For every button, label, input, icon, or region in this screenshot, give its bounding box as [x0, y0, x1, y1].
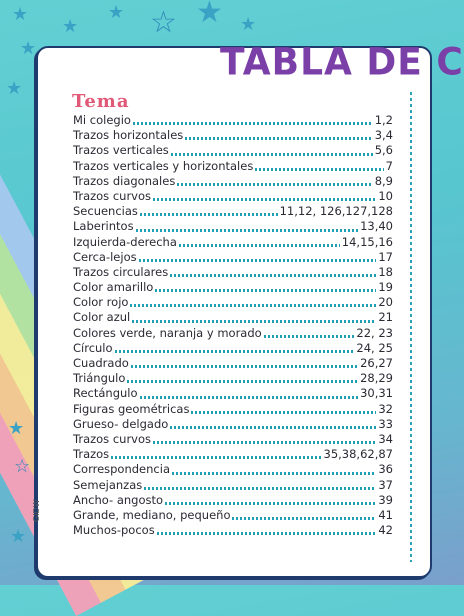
dot-leader: [165, 502, 376, 505]
toc-topic: Colores verde, naranja y morado: [73, 325, 262, 340]
star-icon: ★: [12, 4, 29, 25]
toc-row: [73, 159, 393, 174]
toc-pages: 5,6: [374, 143, 393, 158]
toc-pages: 13,40: [360, 219, 393, 234]
dot-leader: [130, 304, 376, 307]
toc-pages: 36: [378, 462, 393, 477]
dot-leader: [132, 320, 376, 323]
toc-row: [73, 432, 393, 447]
toc-row: [73, 417, 393, 432]
toc-row: [73, 523, 393, 538]
toc-topic: Semejanzas: [73, 477, 143, 492]
toc-pages: 3,4: [374, 128, 393, 143]
toc-pages: 8,9: [374, 173, 393, 188]
toc-pages: 37: [378, 477, 393, 492]
toc-pages: 24, 25: [356, 340, 393, 355]
toc-topic: Trazos: [73, 447, 110, 462]
toc-topic: Secuencias: [73, 204, 138, 219]
toc-topic: Trazos curvos: [73, 188, 152, 203]
toc-topic: Color rojo: [73, 295, 129, 310]
toc-pages: 34: [378, 431, 393, 446]
toc-topic: Ancho- angosto: [73, 492, 164, 507]
dot-leader: [264, 335, 355, 338]
toc-topic: Cerca-lejos: [73, 249, 137, 264]
toc-row: [73, 386, 393, 401]
star-icon: ★: [8, 418, 25, 439]
star-icon: ★: [196, 0, 223, 30]
toc-topic: Grueso- delgado: [73, 416, 169, 431]
toc-pages: 32: [378, 401, 393, 416]
dot-leader: [170, 274, 376, 277]
dotted-divider: [410, 92, 412, 562]
star-icon: ★: [10, 526, 27, 547]
dot-leader: [177, 183, 372, 186]
toc-topic: Grande, mediano, pequeño: [73, 507, 231, 522]
dot-leader: [139, 259, 377, 262]
toc-row: [73, 143, 393, 158]
dot-leader: [111, 456, 321, 459]
toc-pages: 1,2: [374, 113, 393, 127]
toc-topic: Color amarillo: [73, 280, 154, 295]
dot-leader: [232, 517, 376, 520]
toc-pages: 17: [378, 249, 393, 264]
toc-pages: 10: [378, 188, 393, 203]
dot-leader: [115, 350, 355, 353]
toc-row: [73, 174, 393, 189]
toc-topic: Trazos circulares: [73, 264, 169, 279]
dot-leader: [136, 229, 358, 232]
publisher-logo: GIDW: [32, 499, 41, 522]
toc-pages: 18: [378, 264, 393, 279]
dot-leader: [255, 168, 383, 171]
dot-leader: [171, 153, 373, 156]
toc-pages: 22, 23: [356, 325, 393, 340]
star-icon: ★: [62, 16, 79, 37]
dot-leader: [185, 137, 372, 140]
toc-topic: Figuras geométricas: [73, 401, 190, 416]
toc-pages: 19: [378, 280, 393, 295]
toc-row: [73, 250, 393, 265]
dot-leader: [144, 487, 376, 490]
dot-leader: [157, 532, 377, 535]
toc-row: [73, 341, 393, 356]
star-icon: ☆: [150, 5, 177, 40]
toc-topic: Círculo: [73, 340, 113, 355]
toc-row: [73, 189, 393, 204]
star-icon: ★: [108, 2, 125, 23]
toc-row: [73, 219, 393, 234]
toc-topic: Cuadrado: [73, 356, 129, 370]
toc-row: [73, 113, 393, 128]
toc-row: [73, 295, 393, 310]
toc-topic: Color azul: [73, 310, 131, 325]
toc-row: [73, 508, 393, 523]
toc-pages: 14,15,16: [341, 234, 393, 249]
dot-leader: [127, 380, 358, 383]
toc-row: [73, 235, 393, 250]
toc-row: [73, 310, 393, 325]
toc-pages: 42: [378, 523, 393, 538]
dot-leader: [155, 289, 376, 292]
toc-row: [73, 265, 393, 280]
dot-leader: [153, 441, 376, 444]
toc-pages: 20: [378, 295, 393, 310]
toc-topic: Mi colegio: [73, 113, 131, 127]
star-icon: ★: [6, 78, 23, 99]
toc-pages: 11,12, 126,127,128: [279, 204, 393, 219]
dot-leader: [191, 411, 376, 414]
dot-leader: [131, 365, 358, 368]
toc-topic: Izquierda-derecha: [73, 234, 177, 249]
toc-topic: Trazos curvos: [73, 431, 152, 446]
dot-leader: [153, 198, 376, 201]
toc-topic: Correspondencia: [73, 462, 170, 477]
toc-row: [73, 493, 393, 508]
toc-pages: 7: [385, 158, 393, 173]
star-icon: ☆: [14, 456, 31, 477]
toc-row: [73, 128, 393, 143]
toc-topic: Trazos horizontales: [73, 128, 184, 143]
toc-row: [73, 326, 393, 341]
toc-topic: Triángulo: [73, 371, 126, 386]
dot-leader: [179, 244, 340, 247]
toc-topic: Rectángulo: [73, 386, 138, 401]
toc-pages: 33: [378, 416, 393, 431]
toc-pages: 39: [378, 492, 393, 507]
toc-pages: 35,38,62,87: [323, 447, 393, 462]
star-icon: ★: [240, 14, 257, 35]
page-title: TABLA DE C: [220, 40, 464, 85]
toc-row: [73, 402, 393, 417]
toc-row: [73, 204, 393, 219]
toc-topic: Trazos verticales: [73, 143, 169, 158]
toc-topic: Muchos-pocos: [73, 523, 155, 538]
toc-row: [73, 478, 393, 493]
toc-row: [73, 447, 393, 462]
dot-leader: [133, 122, 373, 125]
dot-leader: [140, 396, 359, 399]
toc-pages: 30,31: [360, 386, 393, 401]
toc-topic: Trazos verticales y horizontales: [73, 158, 254, 173]
dot-leader: [172, 472, 376, 475]
star-icon: ★: [20, 38, 37, 59]
toc-pages: 41: [378, 507, 393, 522]
toc-topic: Trazos diagonales: [73, 173, 176, 188]
toc-list: [73, 113, 393, 538]
dot-leader: [140, 213, 278, 216]
toc-row: [73, 371, 393, 386]
dot-leader: [170, 426, 376, 429]
column-heading: Tema: [72, 91, 130, 112]
toc-pages: 21: [378, 310, 393, 325]
toc-pages: 26,27: [360, 356, 393, 370]
toc-row: [73, 462, 393, 477]
toc-topic: Laberintos: [73, 219, 134, 234]
toc-row: [73, 356, 393, 371]
toc-row: [73, 280, 393, 295]
toc-pages: 28,29: [360, 371, 393, 386]
